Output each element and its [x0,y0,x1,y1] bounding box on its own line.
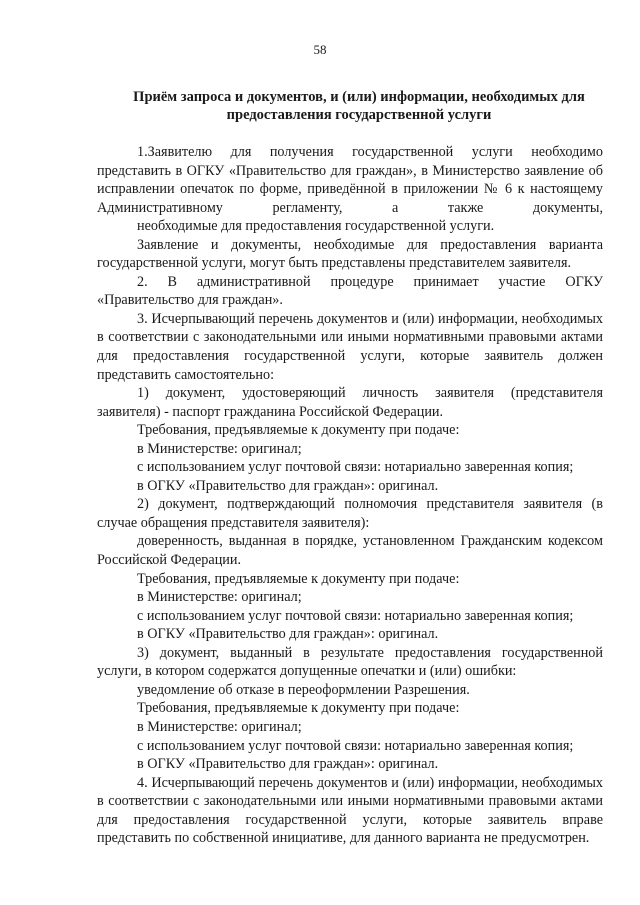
paragraph: в Министерстве: оригинал; [137,589,302,606]
paragraph: доверенность, выданная в порядке, установленном Гражданским кодексом Российской Федерации. [97,533,603,569]
paragraph: в ОГКУ «Правительство для граждан»: оригинал. [137,756,439,773]
paragraph: 3) документ, выданный в результате предоставления государственной услуги, в котором содержатся допущенные опечатки и (или) ошибки: [97,644,603,680]
paragraph: 3. Исчерпывающий перечень документов и (или) информации, необходимых в соответствии с законодательными или иными нормативными правовыми актами для предоставления государственной услуги, которые заявитель должен представить самостоятельно: [97,310,603,383]
paragraph: Заявление и документы, необходимые для предоставления варианта государственной услуги, могут быть представлены представителем заявителя. [97,236,603,272]
paragraph: 2) документ, подтверждающий полномочия представителя заявителя (в случае обращения представителя заявителя): [97,496,603,531]
title-line-1: Приём запроса и документов, и (или) информации, необходимых для [133,89,585,105]
paragraph: в Министерстве: оригинал; [137,440,302,457]
paragraph: 4. Исчерпывающий перечень документов и (или) информации, необходимых в соответствии с законодательными или иными нормативными правовыми актами для предоставления государственной услуги, которые заявитель вправе представить по собственной инициативе, для данного варианта не предусмотрен. [97,774,603,847]
paragraph: 1) документ, удостоверяющий личность заявителя (представителя заявителя) - паспорт гражданина Российской Федерации. [97,385,603,420]
paragraph: уведомление об отказе в переоформлении Разрешения. [137,681,470,698]
paragraph: 2. В административной процедуре принимает участие ОГКУ «Правительство для граждан». [97,273,603,309]
paragraph: в ОГКУ «Правительство для граждан»: оригинал. [137,477,439,494]
paragraph: Требования, предъявляемые к документу при подаче: [137,570,460,587]
page-number: 58 [313,42,327,57]
document-body [97,143,603,848]
paragraph: в ОГКУ «Правительство для граждан»: оригинал. [137,626,439,643]
section-title [130,88,588,124]
paragraph: Требования, предъявляемые к документу при подаче: [137,700,460,717]
title-line-2: предоставления государственной услуги [226,107,492,123]
paragraph: с использованием услуг почтовой связи: нотариально заверенная копия; [137,459,574,476]
paragraph: с использованием услуг почтовой связи: нотариально заверенная копия; [137,607,574,624]
paragraph: Требования, предъявляемые к документу при подаче: [137,422,460,439]
paragraph: 1.Заявителю для получения государственной услуги необходимо представить в ОГКУ «Правительство для граждан», в Министерство заявление об исправлении опечаток по форме, приведённой в приложении № 6 к настоящему Административному регламенту, а также документы, [97,144,603,216]
paragraph: необходимые для предоставления государственной услуги. [137,218,495,235]
paragraph: с использованием услуг почтовой связи: нотариально заверенная копия; [137,737,574,754]
paragraph: в Министерстве: оригинал; [137,718,302,735]
